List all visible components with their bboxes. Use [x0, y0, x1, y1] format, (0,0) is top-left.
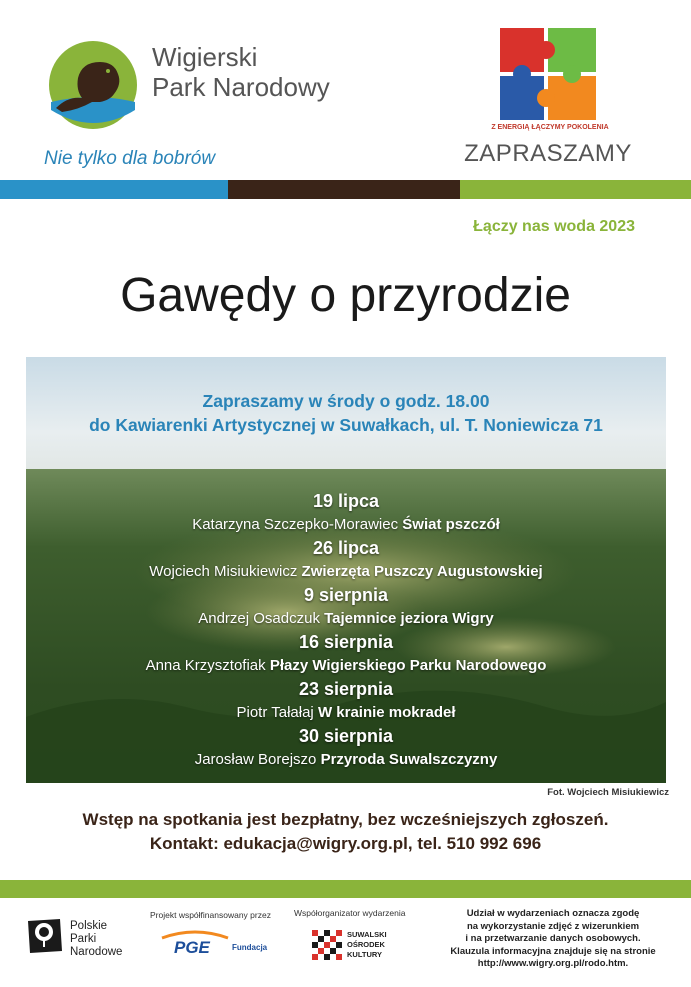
invite-line1: Zapraszamy w środy o godz. 18.00	[202, 391, 490, 411]
series-label: Łączy nas woda 2023	[473, 218, 635, 235]
coorganizer-label: Współorganizator wydarzenia	[294, 908, 406, 918]
event-talk	[26, 654, 666, 677]
event-date: 26 lipca	[312, 538, 380, 558]
sok-line3: KULTURY	[347, 950, 382, 959]
schedule-item	[26, 489, 666, 536]
contact-info[interactable]: Kontakt: edukacja@wigry.org.pl, tel. 510 992 696	[149, 834, 542, 853]
fundacja-label: Fundacja	[232, 943, 268, 952]
checker-icon	[312, 930, 342, 960]
park-name	[152, 42, 330, 102]
event-date: 16 sierpnia	[298, 632, 394, 652]
speaker: Piotr Tałałaj	[236, 704, 314, 721]
event-talk	[26, 701, 666, 724]
sok-line1: SUWALSKI	[347, 930, 387, 939]
event-date: 30 sierpnia	[298, 726, 394, 746]
photo-credit: Fot. Wojciech Misiukiewicz	[547, 787, 669, 798]
rodo-line4: Klauzula informacyjna znajduje się na stronie	[450, 945, 656, 957]
topic: Przyroda Suwalszczyzny	[320, 751, 498, 768]
ppn-line2: Parki	[70, 933, 97, 945]
pge-text: PGE	[174, 938, 210, 956]
schedule-item	[26, 724, 666, 771]
event-talk	[26, 560, 666, 583]
beaver-icon	[48, 40, 138, 130]
topic: Świat pszczół	[402, 516, 500, 533]
speaker: Katarzyna Szczepko-Morawiec	[192, 516, 399, 533]
event-date: 23 sierpnia	[298, 679, 394, 699]
topic: Zwierzęta Puszczy Augustowskiej	[301, 563, 543, 580]
speaker: Andrzej Osadczuk	[198, 610, 320, 627]
ppn-line1: Polskie	[70, 920, 108, 932]
topic: W krainie mokradeł	[317, 704, 456, 721]
rodo-link[interactable]: http://www.wigry.org.pl/rodo.htm.	[477, 958, 629, 969]
puzzle-caption: Z ENERGIĄ ŁĄCZYMY POKOLENIA	[491, 124, 609, 131]
ppn-line3: Narodowe	[70, 946, 123, 958]
schedule-item	[26, 583, 666, 630]
event-talk	[26, 607, 666, 630]
schedule-list	[26, 489, 666, 771]
invite-line2: do Kawiarenki Artystycznej w Suwałkach, ul. T. Noniewicza 71	[89, 415, 603, 435]
event-talk	[26, 748, 666, 771]
pge-logo	[160, 928, 230, 956]
rodo-notice	[440, 908, 666, 971]
invite-word: ZAPRASZAMY	[464, 140, 632, 167]
speaker: Wojciech Misiukiewicz	[149, 563, 298, 580]
event-date: 19 lipca	[312, 491, 380, 511]
event-talk	[26, 513, 666, 536]
ppn-logo-text	[70, 920, 122, 959]
topic: Tajemnice jeziora Wigry	[324, 610, 494, 627]
stripe-green	[460, 180, 691, 199]
tree-icon	[24, 915, 64, 955]
schedule-item	[26, 536, 666, 583]
schedule-item	[26, 630, 666, 677]
park-name-line2: Park Narodowy	[152, 72, 330, 102]
puzzle-icon	[500, 28, 596, 120]
speaker: Jarosław Borejszo	[194, 751, 317, 768]
schedule-item	[26, 677, 666, 724]
invite-text	[26, 389, 666, 437]
rodo-line3: i na przetwarzanie danych osobowych.	[465, 933, 641, 944]
event-date: 9 sierpnia	[303, 585, 389, 605]
sok-logo-text	[347, 930, 387, 960]
park-name-line1: Wigierski	[152, 42, 258, 72]
rodo-line1: Udział w wydarzeniach oznacza zgodę	[466, 908, 640, 919]
stripe-green-bottom	[0, 880, 691, 898]
forest-photo	[26, 357, 666, 783]
topic: Płazy Wigierskiego Parku Narodowego	[269, 657, 547, 674]
stripe-blue	[0, 180, 228, 199]
tagline: Nie tylko dla bobrów	[44, 148, 216, 169]
page-title: Gawędy o przyrodzie	[120, 269, 571, 322]
free-entry-note: Wstęp na spotkania jest bezpłatny, bez wcześniejszych zgłoszeń.	[82, 810, 609, 829]
stripe-brown	[228, 180, 460, 199]
sok-line2: OŚRODEK	[347, 940, 385, 949]
rodo-line2: na wykorzystanie zdjęć z wizerunkiem	[466, 920, 640, 932]
cofinanced-label: Projekt współfinansowany przez	[150, 910, 271, 920]
speaker: Anna Krzysztofiak	[145, 657, 266, 674]
